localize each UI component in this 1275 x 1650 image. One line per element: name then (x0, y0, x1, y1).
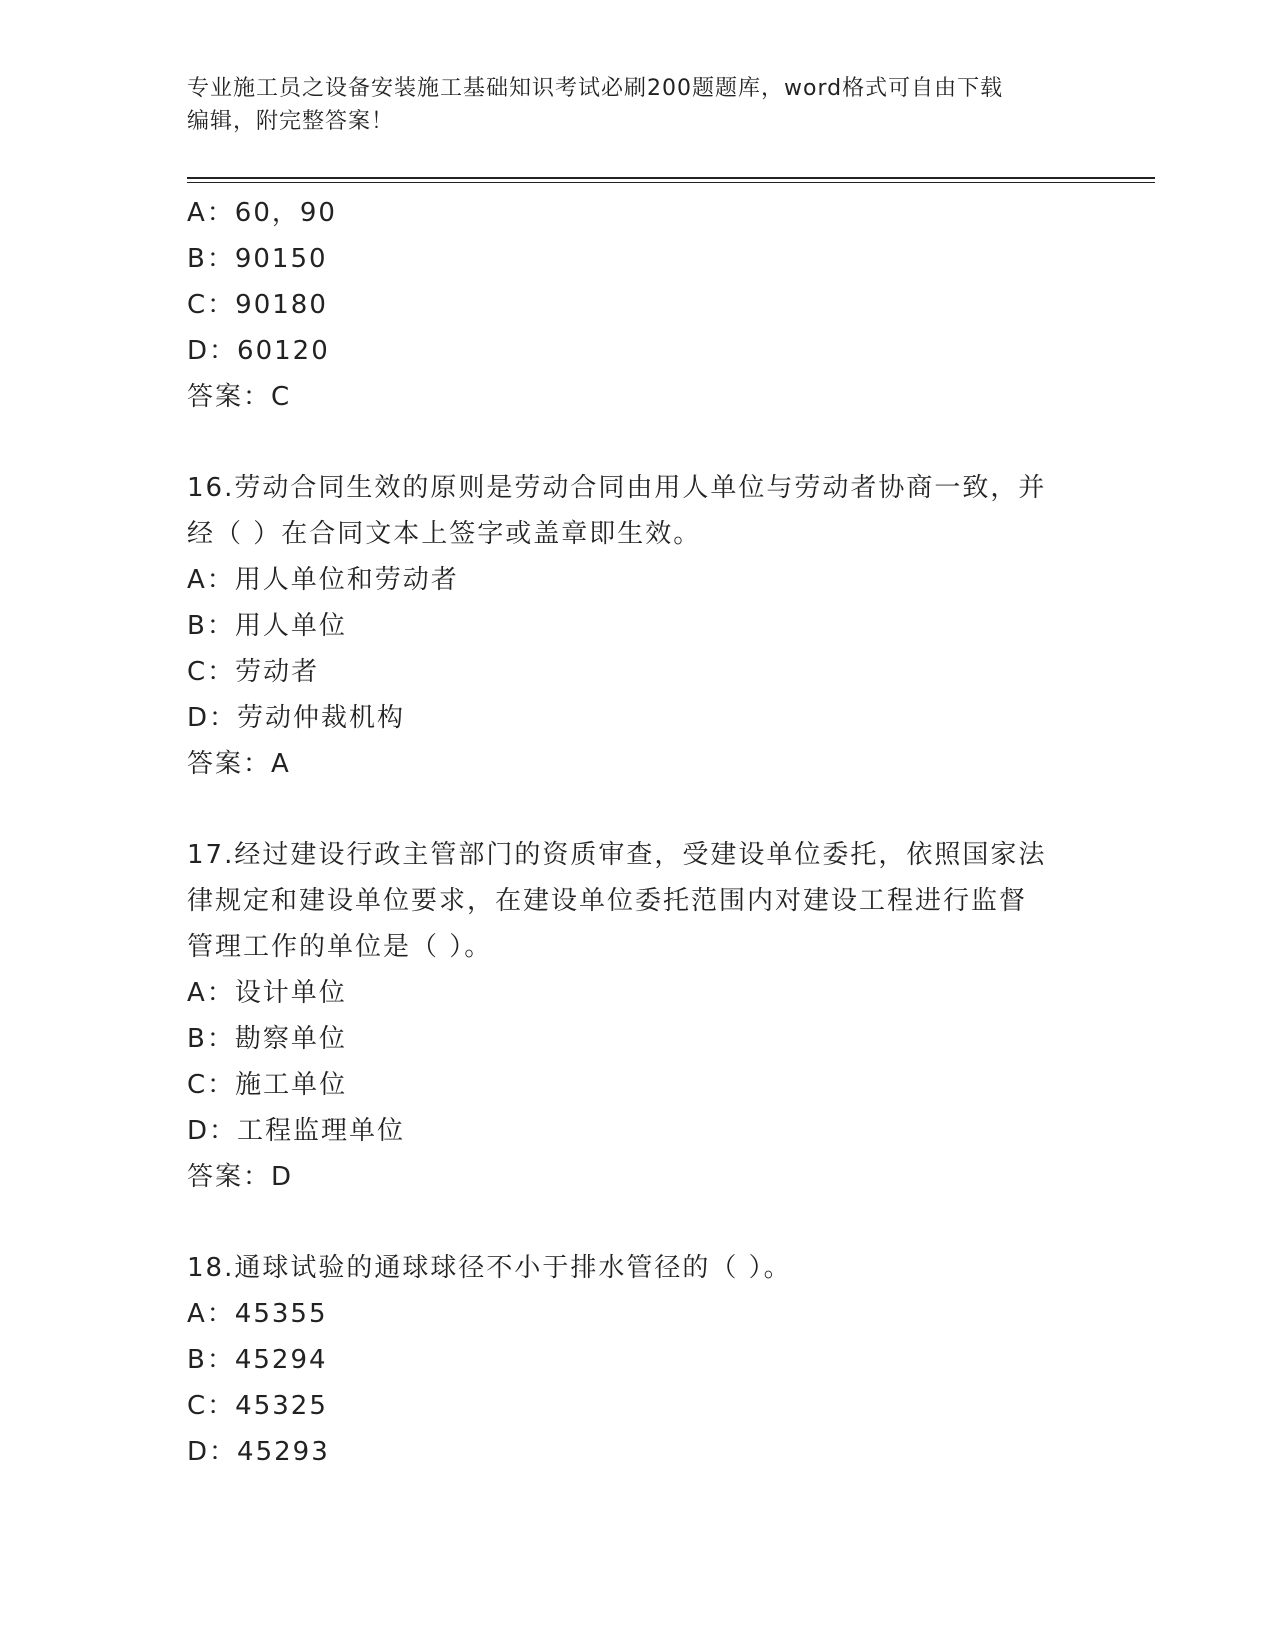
question-text-line: 17.经过建设行政主管部门的资质审查，受建设单位委托，依照国家法 (187, 840, 1047, 870)
question-content (187, 190, 1087, 1475)
question-text-line: 经（ ）在合同文本上签字或盖章即生效。 (187, 519, 702, 549)
question-gap (187, 420, 1087, 465)
question-18-block (187, 1245, 1087, 1475)
header-rule-thin (187, 182, 1155, 183)
answer-text: 答案：C (187, 382, 292, 412)
option-c: C：90180 (187, 290, 328, 320)
document-header (187, 72, 1067, 138)
answer-text: 答案：A (187, 749, 291, 779)
option-b: B：90150 (187, 244, 328, 274)
option-d: D：工程监理单位 (187, 1116, 406, 1146)
question-text-line: 16.劳动合同生效的原则是劳动合同由用人单位与劳动者协商一致，并 (187, 473, 1047, 503)
option-a: A：设计单位 (187, 978, 347, 1008)
option-b: B：45294 (187, 1345, 328, 1375)
option-d: D：60120 (187, 336, 330, 366)
question-text-line: 律规定和建设单位要求，在建设单位委托范围内对建设工程进行监督 (187, 886, 1028, 916)
option-b: B：勘察单位 (187, 1024, 347, 1054)
option-a: A：用人单位和劳动者 (187, 565, 459, 595)
option-d: D：45293 (187, 1437, 330, 1467)
answer-text: 答案：D (187, 1162, 294, 1192)
option-a: A：60，90 (187, 198, 337, 228)
question-17-block (187, 832, 1087, 1200)
question-gap (187, 787, 1087, 832)
option-d: D：劳动仲裁机构 (187, 703, 406, 733)
question-16-block (187, 465, 1087, 787)
question-text-line: 18.通球试验的通球球径不小于排水管径的（ ）。 (187, 1253, 792, 1283)
header-title-line-2: 编辑，附完整答案！ (187, 109, 395, 134)
option-c: C：劳动者 (187, 657, 320, 687)
header-rule-thick (187, 177, 1155, 179)
question-gap (187, 1200, 1087, 1245)
option-c: C：45325 (187, 1391, 328, 1421)
question-text-line: 管理工作的单位是（ ）。 (187, 932, 493, 962)
question-15-block (187, 190, 1087, 420)
option-c: C：施工单位 (187, 1070, 348, 1100)
option-a: A：45355 (187, 1299, 328, 1329)
option-b: B：用人单位 (187, 611, 347, 641)
header-title-line-1: 专业施工员之设备安装施工基础知识考试必刷200题题库，word格式可自由下载 (187, 76, 1004, 101)
